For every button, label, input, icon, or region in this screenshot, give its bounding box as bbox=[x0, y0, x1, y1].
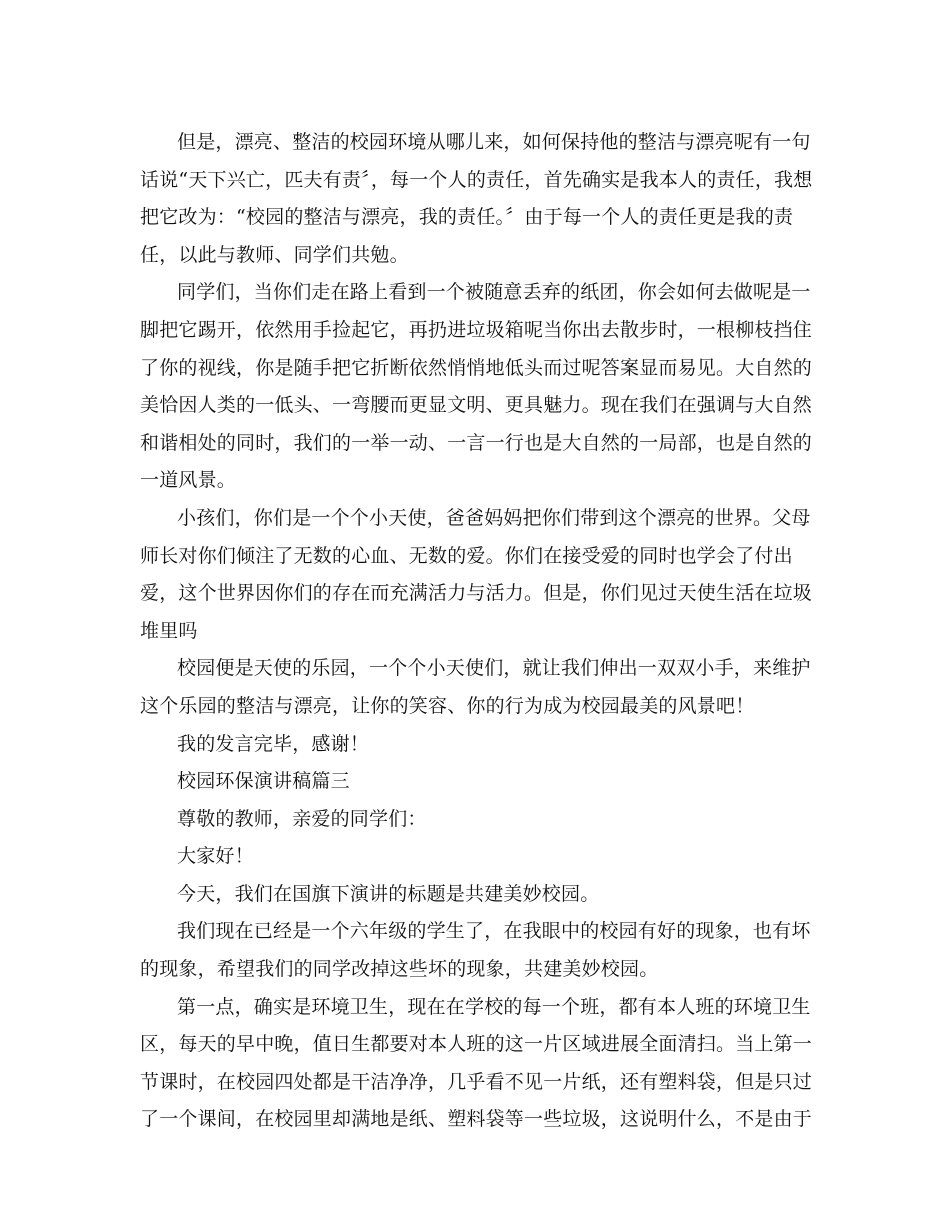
text-line: 把它改为：“校园的整洁与漂亮，我的责任。〞由于每一个人的责任更是我的责 bbox=[140, 206, 794, 229]
salutation: 尊敬的教师，亲爱的同学们： bbox=[177, 807, 427, 830]
text-line: 话说“天下兴亡，匹夫有责〞，每一个人的责任，首先确实是我本人的责任，我想 bbox=[140, 168, 813, 191]
text-line: 校园便是天使的乐园，一个个小天使们，就让我们伸出一双双小手，来维护 bbox=[177, 657, 811, 680]
text-line: 一道风景。 bbox=[140, 469, 237, 492]
text-line: 我的发言完毕，感谢！ bbox=[177, 732, 370, 755]
text-line: 小孩们，你们是一个个小天使，爸爸妈妈把你们带到这个漂亮的世界。父母 bbox=[177, 506, 811, 529]
text-line: 了一个课间，在校园里却满地是纸、塑料袋等一些垃圾，这说明什么，不是由于 bbox=[140, 1108, 813, 1131]
text-line: 师长对你们倾注了无数的心血、无数的爱。你们在接受爱的同时也学会了付出 bbox=[140, 544, 793, 567]
text-line: 脚把它踢开，依然用手捡起它，再扔进垃圾箱呢当你出去散步时，一根柳枝挡住 bbox=[140, 318, 813, 341]
text-line: 任，以此与教师、同学们共勉。 bbox=[140, 243, 409, 266]
text-line: 和谐相处的同时，我们的一举一动、一言一行也是大自然的一局部，也是自然的 bbox=[140, 431, 813, 454]
text-line: 但是，漂亮、整洁的校园环境从哪儿来，如何保持他的整洁与漂亮呢有一句 bbox=[177, 131, 811, 153]
text-line: 我们现在已经是一个六年级的学生了，在我眼中的校园有好的现象，也有坏 bbox=[177, 920, 811, 943]
text-line: 了你的视线，你是随手把它折断依然悄悄地低头而过呢答案显而易见。大自然的 bbox=[140, 356, 813, 379]
text-line: 美恰因人类的一低头、一弯腰而更显文明、更具魅力。现在我们在强调与大自然 bbox=[140, 394, 813, 417]
section-heading: 校园环保演讲稿篇三 bbox=[177, 770, 350, 793]
text-line: 第一点，确实是环境卫生，现在在学校的每一个班，都有本人班的环境卫生 bbox=[177, 995, 811, 1018]
greeting: 大家好！ bbox=[177, 845, 254, 868]
text-line: 区，每天的早中晚，值日生都要对本人班的这一片区域进展全面清扫。当上第一 bbox=[140, 1033, 813, 1056]
text-line: 这个乐园的整洁与漂亮，让你的笑容、你的行为成为校园最美的风景吧！ bbox=[140, 694, 755, 717]
text-line: 的现象，希望我们的同学改掉这些坏的现象，共建美妙校园。 bbox=[140, 958, 659, 981]
text-line: 堆里吗 bbox=[140, 619, 198, 642]
text-line: 爱，这个世界因你们的存在而充满活力与活力。但是，你们见过天使生活在垃圾 bbox=[140, 582, 813, 605]
text-line: 同学们，当你们走在路上看到一个被随意丢弃的纸团，你会如何去做呢是一 bbox=[177, 281, 811, 304]
document-body bbox=[140, 124, 813, 1139]
text-line: 节课时，在校园四处都是干洁净净，几乎看不见一片纸，还有塑料袋，但是只过 bbox=[140, 1070, 813, 1093]
text-line: 今天，我们在国旗下演讲的标题是共建美妙校园。 bbox=[177, 882, 600, 905]
